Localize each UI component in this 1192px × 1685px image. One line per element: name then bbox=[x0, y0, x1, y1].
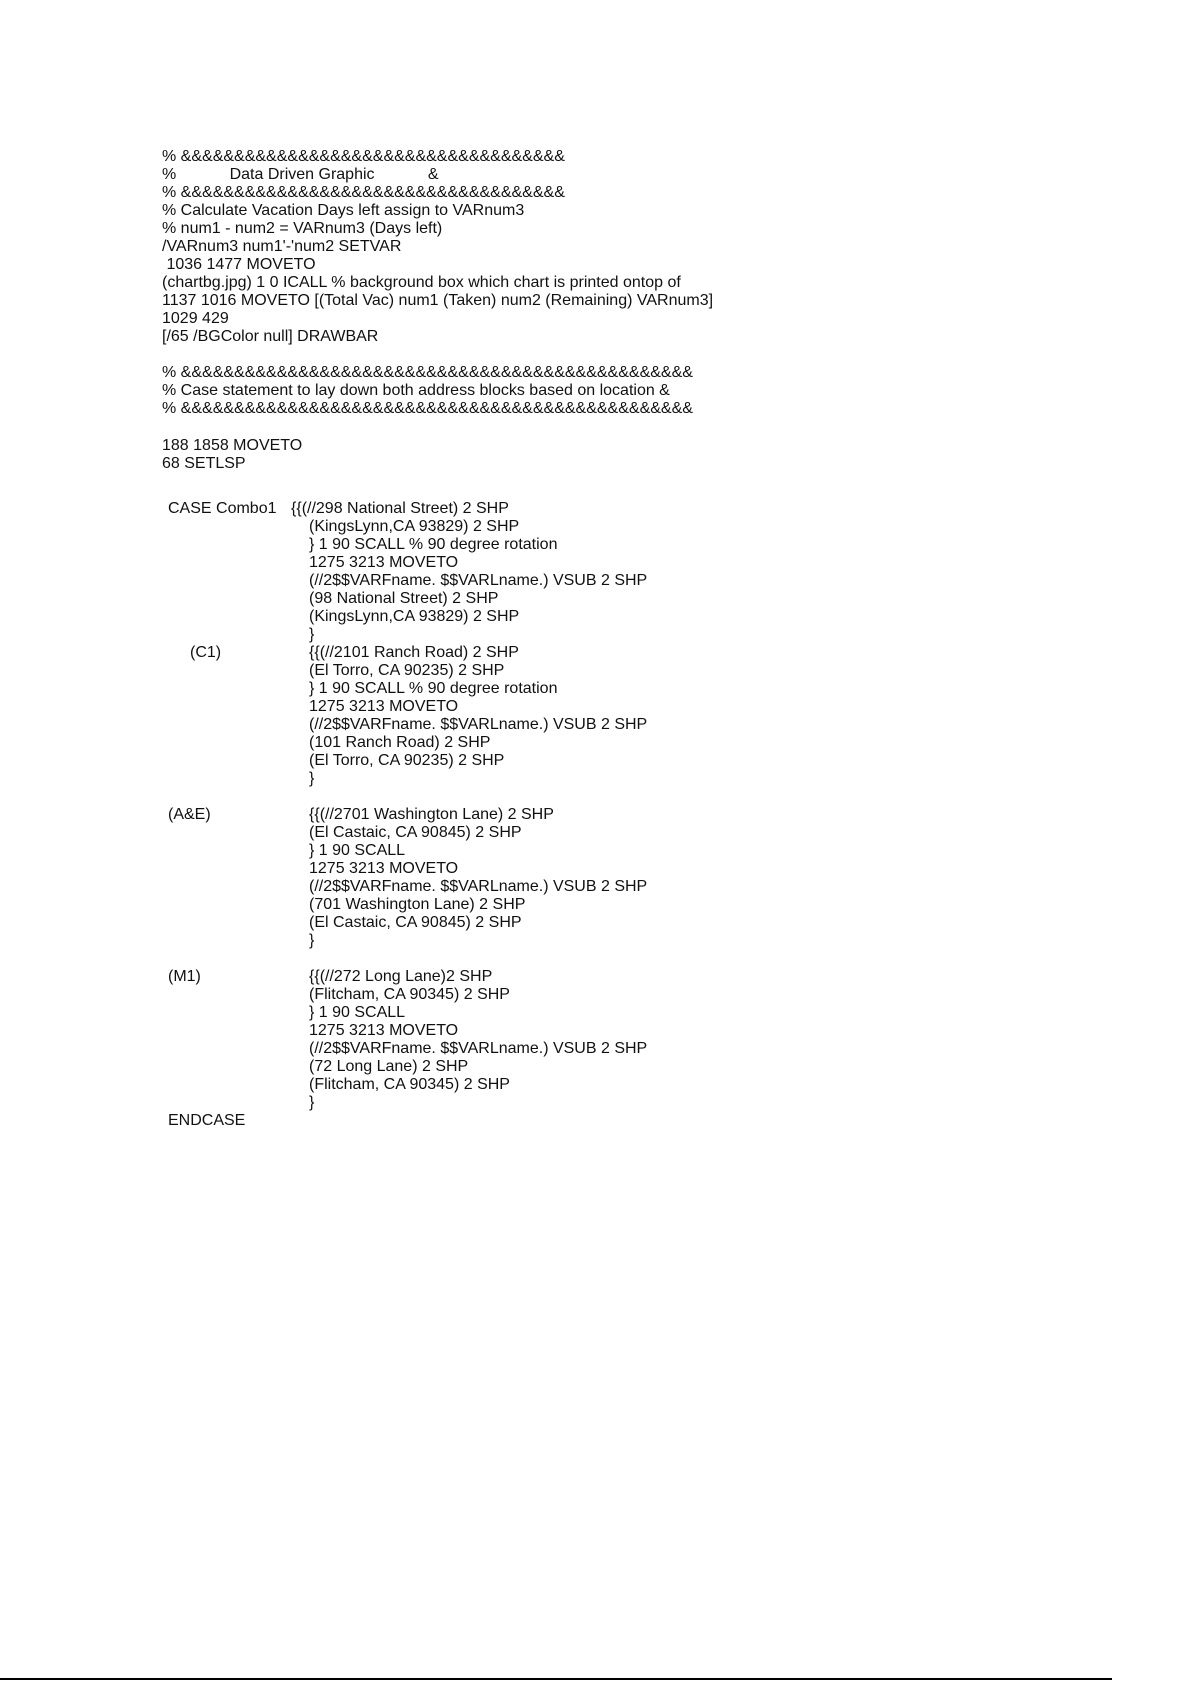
code-line: } 1 90 SCALL % 90 degree rotation bbox=[309, 536, 558, 553]
code-line: (//2$$VARFname. $$VARLname.) VSUB 2 SHP bbox=[309, 878, 648, 895]
code-line: (Flitcham, CA 90345) 2 SHP bbox=[309, 986, 510, 1003]
code-line: (KingsLynn,CA 93829) 2 SHP bbox=[309, 608, 520, 625]
comment-line: % Calculate Vacation Days left assign to VARnum3 bbox=[162, 202, 525, 219]
code-line: } bbox=[309, 932, 315, 949]
code-line: (El Castaic, CA 90845) 2 SHP bbox=[309, 824, 522, 841]
case-label: (C1) bbox=[190, 644, 222, 661]
code-line: (KingsLynn,CA 93829) 2 SHP bbox=[309, 518, 520, 535]
code-line: (chartbg.jpg) 1 0 ICALL % background box which chart is printed ontop of bbox=[162, 274, 681, 291]
code-line: } 1 90 SCALL bbox=[309, 842, 406, 859]
case-end-label: ENDCASE bbox=[168, 1112, 246, 1129]
case-label: (A&E) bbox=[168, 806, 211, 823]
case-label: CASE Combo1 bbox=[168, 500, 277, 517]
code-line: 1275 3213 MOVETO bbox=[309, 698, 459, 715]
code-line: 1275 3213 MOVETO bbox=[309, 860, 459, 877]
code-line: (101 Ranch Road) 2 SHP bbox=[309, 734, 491, 751]
comment-line: % num1 - num2 = VARnum3 (Days left) bbox=[162, 220, 443, 237]
code-line: {{(//2101 Ranch Road) 2 SHP bbox=[309, 644, 519, 661]
code-line: 1036 1477 MOVETO bbox=[162, 256, 316, 273]
code-line: (El Castaic, CA 90845) 2 SHP bbox=[309, 914, 522, 931]
code-line: } bbox=[309, 1094, 315, 1111]
code-line: /VARnum3 num1'-'num2 SETVAR bbox=[162, 238, 402, 255]
comment-line: % Case statement to lay down both address blocks based on location & bbox=[162, 382, 670, 399]
comment-separator-line: % &&&&&&&&&&&&&&&&&&&&&&&&&&&&&&&&&&&& bbox=[162, 148, 565, 165]
code-line: (98 National Street) 2 SHP bbox=[309, 590, 499, 607]
case-label: (M1) bbox=[168, 968, 201, 985]
code-line: 188 1858 MOVETO bbox=[162, 437, 303, 454]
code-line: (//2$$VARFname. $$VARLname.) VSUB 2 SHP bbox=[309, 716, 648, 733]
code-line: (701 Washington Lane) 2 SHP bbox=[309, 896, 526, 913]
code-line: (El Torro, CA 90235) 2 SHP bbox=[309, 662, 505, 679]
code-line: 1029 429 bbox=[162, 310, 229, 327]
code-line: 68 SETLSP bbox=[162, 455, 246, 472]
comment-separator-line: % &&&&&&&&&&&&&&&&&&&&&&&&&&&&&&&&&&&&&&&&&&&&&&&& bbox=[162, 364, 693, 381]
code-line: {{(//2701 Washington Lane) 2 SHP bbox=[309, 806, 554, 823]
comment-title-line: % Data Driven Graphic & bbox=[162, 166, 439, 183]
code-line: (72 Long Lane) 2 SHP bbox=[309, 1058, 469, 1075]
code-line: } bbox=[309, 770, 315, 787]
code-line: (Flitcham, CA 90345) 2 SHP bbox=[309, 1076, 510, 1093]
comment-separator-line: % &&&&&&&&&&&&&&&&&&&&&&&&&&&&&&&&&&&& bbox=[162, 184, 565, 201]
code-line: {{(//272 Long Lane)2 SHP bbox=[309, 968, 493, 985]
code-line: } 1 90 SCALL bbox=[309, 1004, 406, 1021]
code-line: 1275 3213 MOVETO bbox=[309, 554, 459, 571]
code-line: } 1 90 SCALL % 90 degree rotation bbox=[309, 680, 558, 697]
code-line: (El Torro, CA 90235) 2 SHP bbox=[309, 752, 505, 769]
code-line: (//2$$VARFname. $$VARLname.) VSUB 2 SHP bbox=[309, 572, 648, 589]
bottom-rule bbox=[0, 1678, 1112, 1680]
code-line: [/65 /BGColor null] DRAWBAR bbox=[162, 328, 379, 345]
code-line: {{(//298 National Street) 2 SHP bbox=[291, 500, 509, 517]
code-line: } bbox=[309, 626, 315, 643]
code-line: (//2$$VARFname. $$VARLname.) VSUB 2 SHP bbox=[309, 1040, 648, 1057]
code-line: 1137 1016 MOVETO [(Total Vac) num1 (Taken) num2 (Remaining) VARnum3] bbox=[162, 292, 714, 309]
comment-separator-line: % &&&&&&&&&&&&&&&&&&&&&&&&&&&&&&&&&&&&&&&&&&&&&&&& bbox=[162, 400, 693, 417]
code-line: 1275 3213 MOVETO bbox=[309, 1022, 459, 1039]
